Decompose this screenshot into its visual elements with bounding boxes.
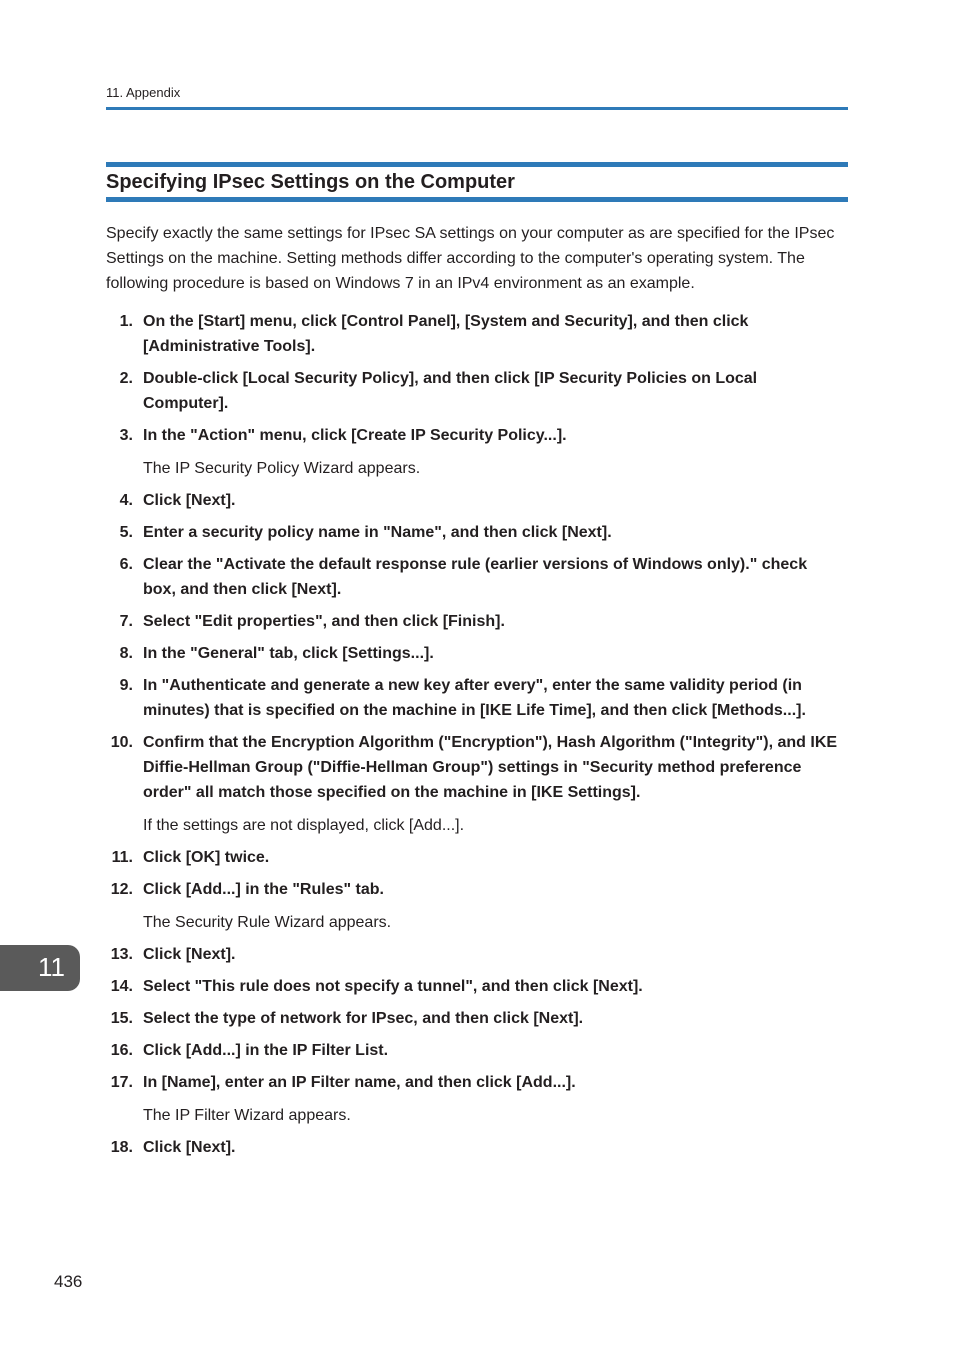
step-note: The IP Filter Wizard appears. [143,1107,351,1124]
step-item [106,1070,843,1128]
step-number: 7. [119,613,133,630]
step-number: 9. [119,677,133,694]
step-text: Clear the "Activate the default response rule (earlier versions of Windows only)." check box, and then click [Next]. [143,556,808,598]
step-note: The IP Security Policy Wizard appears. [143,460,421,477]
chapter-tab-label: 11 [38,952,65,982]
chapter-tab [0,945,80,991]
step-item [106,845,843,870]
step-text: Click [Add...] in the IP Filter List. [143,1042,389,1059]
step-text: In the "Action" menu, click [Create IP Security Policy...]. [143,427,567,444]
step-item [106,1038,843,1063]
step-text: Double-click [Local Security Policy], and then click [IP Security Policies on Local Computer]. [143,370,758,412]
step-item [106,423,843,481]
step-number: 15. [110,1010,133,1027]
step-note: The Security Rule Wizard appears. [143,914,392,931]
step-number: 2. [119,370,133,387]
step-text: Click [Add...] in the "Rules" tab. [143,881,384,898]
step-item [106,641,843,666]
section-heading [106,162,848,202]
step-number: 4. [119,492,133,509]
step-number: 18. [110,1139,133,1156]
step-text: In "Authenticate and generate a new key after every", enter the same validity period (in minutes) that is specified on the machine in [IKE Life Time], and then click [Methods...]. [143,677,806,719]
step-item [106,520,843,545]
step-text: Confirm that the Encryption Algorithm ("Encryption"), Hash Algorithm ("Integrity"), and IKE Diffie-Hellman Group ("Diffie-Hellman Group") settings in "Security method preference order" all match those specified on the machine in [IKE Settings]. [143,734,838,801]
step-text: Click [Next]. [143,1139,236,1156]
step-item [106,1006,843,1031]
step-number: 3. [119,427,133,444]
section-title: Specifying IPsec Settings on the Computer [106,171,515,193]
step-text: On the [Start] menu, click [Control Panel], [System and Security], and then click [Administrative Tools]. [143,313,749,355]
step-number: 14. [110,978,133,995]
step-number: 8. [119,645,133,662]
step-number: 17. [110,1074,133,1091]
step-number: 6. [119,556,133,573]
step-item [106,609,843,634]
step-item [106,877,843,935]
step-item [106,673,843,723]
step-item [106,366,843,416]
step-text: In [Name], enter an IP Filter name, and then click [Add...]. [143,1074,576,1091]
step-text: Select "This rule does not specify a tunnel", and then click [Next]. [143,978,643,995]
intro-paragraph: Specify exactly the same settings for IPsec SA settings on your computer as are specified for the IPsec Settings on the machine. Setting methods differ according to the computer's operating system. The following procedure is based on Windows 7 in an IPv4 environment as an example. [106,225,835,292]
step-text: Select "Edit properties", and then click [Finish]. [143,613,505,630]
step-item [106,1135,843,1160]
step-text: Select the type of network for IPsec, and then click [Next]. [143,1010,584,1027]
step-note: If the settings are not displayed, click [Add...]. [143,817,465,834]
step-item [106,730,843,838]
step-text: Click [Next]. [143,946,236,963]
step-number: 13. [110,946,133,963]
page-number: 436 [54,1272,83,1291]
step-number: 10. [110,734,133,751]
step-number: 11. [111,849,133,866]
step-item [106,488,843,513]
step-item [106,974,843,999]
procedure-steps [106,309,848,1167]
step-text: Click [OK] twice. [143,849,270,866]
step-number: 16. [110,1042,133,1059]
step-text: Click [Next]. [143,492,236,509]
step-item [106,309,843,359]
step-text: In the "General" tab, click [Settings...]. [143,645,434,662]
step-item [106,942,843,967]
running-header: 11. Appendix [106,85,181,100]
step-number: 12. [110,881,133,898]
header-rule [106,107,848,110]
step-number: 5. [119,524,133,541]
step-text: Enter a security policy name in "Name", and then click [Next]. [143,524,612,541]
step-item [106,552,843,602]
step-number: 1. [119,313,133,330]
